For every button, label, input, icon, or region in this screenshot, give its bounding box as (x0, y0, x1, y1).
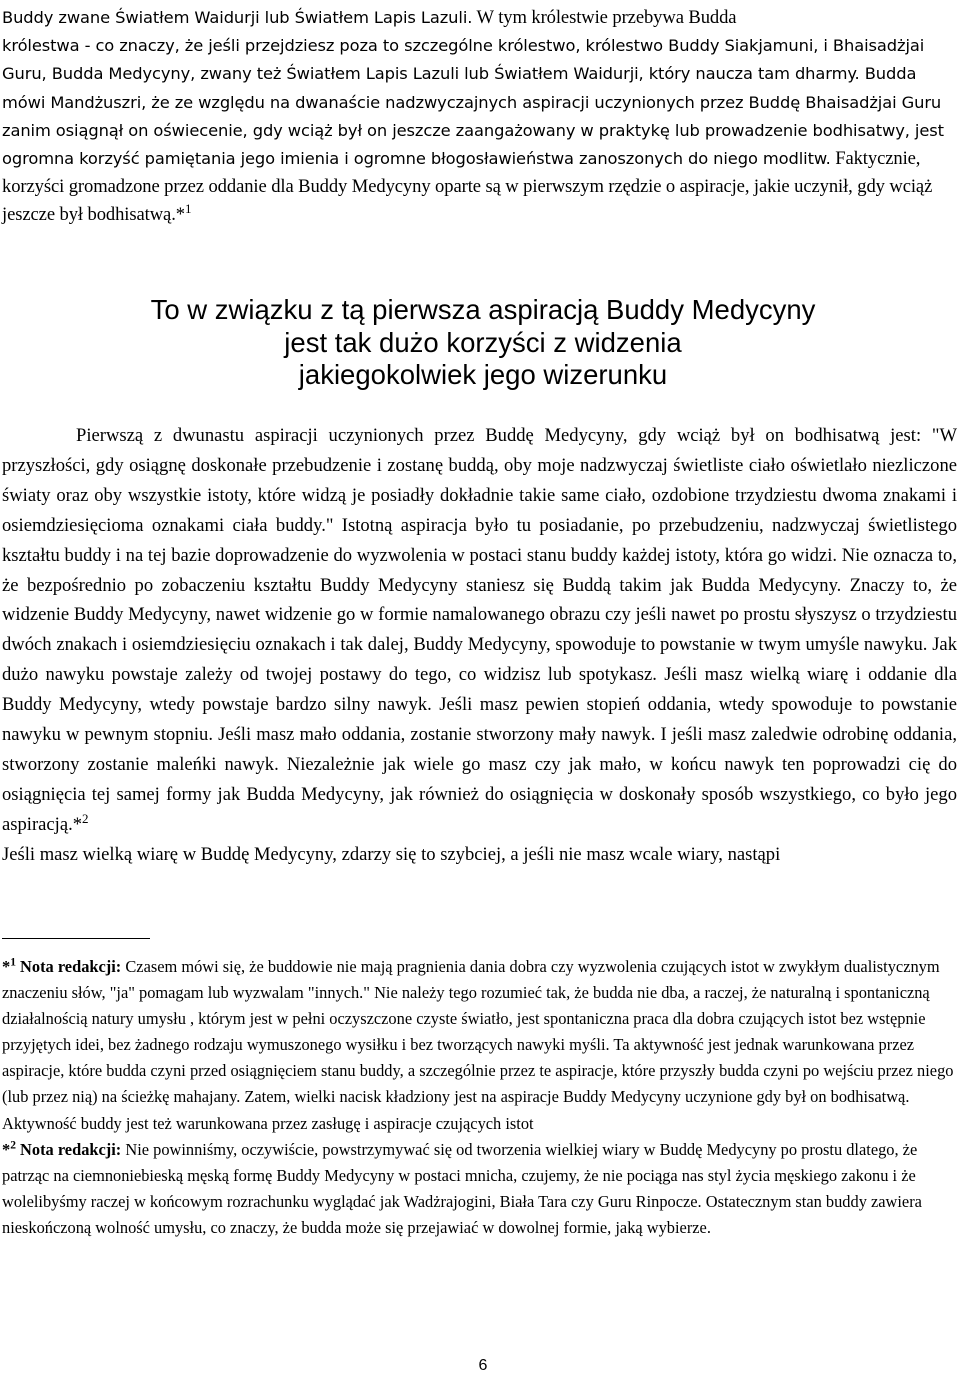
footnote-2-marker: *$^2$ (2, 1139, 16, 1159)
intro-paragraph (2, 4, 957, 230)
intro-serif-tail: Faktycznie, korzyści gromadzone przez oddanie dla Buddy Medycyny oparte są w pierwszym rzędzie o aspiracje, jakie uczynił, gdy wciąż jeszcze był bodhisatwą. (2, 148, 933, 226)
body-paragraph (2, 421, 957, 870)
intro-sans-tail: Budda mówi Mandżuszri, że ze względu na dwanaście nadzwyczajnych aspiracji uczynionych przez Buddę Bhaisadżjai Guru zanim osiągnął on oświecenie, gdy wciąż był on jeszcze zaangażowany w praktykę lub prowadzenie bodhisatwy, jest ogromna korzyść pamiętania jego imienia i ogromne błogosławieństwa zanoszonych do niego modlitw. (2, 64, 944, 169)
heading-line-1: To w związku z tą pierwsza aspiracją Buddy Medycyny (150, 294, 816, 325)
page-number: 6 (478, 1357, 488, 1374)
footnote-divider (2, 938, 150, 939)
footnote-2-label: Nota redakcji: (20, 1139, 122, 1159)
footnote-2-text: Nie powinniśmy, oczywiście, powstrzymywać się od tworzenia wielkiej wiary w Buddę Medycyny po prostu dlatego, że patrząc na ciemnoniebieską męską formę Buddy Medycyny w postaci mnicha, czujemy, że nie pociąga nas styl życia męskiego zakonu i że wolelibyśmy raczej w końcowym rozrachunku wyglądać jak Wadżrajogini, Biała Tara czy Guru Rinpocze. Ostatecznym stan buddy zawiera nieskończoną wolność umysłu, co znaczy, że budda może się przejawiać w dowolnej formie, jaką wybierze. (2, 1139, 922, 1237)
footnote-1-text: Czasem mówi się, że buddowie nie mają pragnienia dania dobra czy wyzwolenia czujących istot w zwykłym dualistycznym znaczeniu słów, "ja" pomagam lub wyzwalam "innych." Nie należy tego rozumieć tak, że budda nie dba, a raczej, że naturalną i spontaniczną działalnością natury umysłu , którym jest w pełni oczyszczone czyste światło, jest spontaniczna praca dla dobra czujących istot bez wstępnie przyjętych idei, bez żadnego rodzaju wymuszonego wysiłku i bez tworzących nawyki myśli. Ta aktywność jest jednak warunkowana przez aspiracje, które budda czyni przed osiągnięciem stanu buddy, a szczególnie przez te aspiracje, które przyszły budda czyni po wejściu przez niego (lub przez nią) na ścieżkę mahajany. Zatem, wielki nacisk kładziony jest na aspiracje Buddy Medycyny uczynione gdy był on bodhisatwą. Aktywność buddy jest też warunkowana przez zasługę i aspiracje czujących istot (2, 957, 954, 1133)
heading-line-2: jest tak dużo korzyści z widzenia (284, 326, 682, 358)
body-text: Pierwszą z dwunastu aspiracji uczynionych przez Buddę Medycyny, gdy wciąż był on bodhisatwą jest: "W przyszłości, gdy osiągnę doskonałe przebudzenie i zostanę buddą, oby moje nadzwyczaj świetliste ciało oświetlało niezliczone światy oraz oby wszystkie istoty, które widzą je posiadły dokładnie takie same ciało, ozdobione trzydziestu dwoma znakami i osiemdziesięcioma oznakami ciała buddy." Istotną aspiracja było tu posiadanie, po przebudzeniu, nadzwyczaj świetlistego kształtu buddy i na tej bazie doprowadzenie do wyzwolenia w postaci stanu buddy każdej istoty, która go widzi. Nie oznacza to, że bezpośrednio po zobaczeniu kształtu Buddy Medycyny staniesz się Buddą takim jak Budda Medycyny. Znaczy to, że widzenie Buddy Medycyny, nawet widzenie go w formie namalowanego obrazu czy jeśli nawet po prostu słyszysz o trzydziestu dwóch znakach i osiemdziesięciu oznakach i tak dalej, Buddy Medycyny, spowoduje to powstanie w twym umyśle nawyku. Jak dużo nawyku powstaje zależy od twojej postawy do tego, co widzisz lub spotykasz. Jeśli masz wielką wiarę i oddanie dla Buddy Medycyny, wtedy powstaje bardzo silny nawyk. Jeśli masz pewien stopień oddania, wtedy spowoduje to powstanie nawyku w pewnym stopniu. Jeśli masz mało oddania, zostanie stworzony mały nawyk. I jeśli masz zaledwie odrobinę oddania, stworzony zostanie maleńki nawyk. Niezależnie jak wiele go masz czy jak mało, w końcu nawyk ten poprowadzi cię do osiągnięcia tej samej formy jak Budda Medycyny, jak również do osiągnięcia w doskonały sposób wszystkiego, co było jego aspiracją. (2, 425, 957, 835)
footnote-2 (2, 1137, 957, 1241)
footnote-1-marker: *$^1$ (2, 956, 16, 976)
footnote-ref-2: *$^2$ (72, 810, 89, 835)
section-heading (0, 294, 960, 392)
footnote-ref-1: *$^1$ (175, 201, 192, 226)
footnotes (2, 954, 957, 1241)
footnote-1 (2, 954, 957, 1137)
footnote-1-label: Nota redakcji: (20, 957, 122, 976)
body-tail: Jeśli masz wielką wiarę w Buddę Medycyny, zdarzy się to szybciej, a jeśli nie masz wcale wiary, nastąpi (2, 843, 781, 865)
intro-continuation: królestwa - co znaczy, że jeśli przejdziesz poza to szczególne królestwo, królestwo Buddy Siakjamuni, i Bhaisadżjai Guru, Budda Medycyny, zwany też Światłem Lapis Lazuli lub Światłem Waidurji, który naucza tam dharmy. (2, 36, 925, 84)
heading-line-3: jakiegokolwiek jego wizerunku (298, 359, 668, 391)
intro-sans-part: Buddy zwane Światłem Waidurji lub Światłem Lapis Lazuli. (2, 8, 473, 27)
intro-serif-part: W tym królestwie przebywa Budda (472, 7, 737, 28)
